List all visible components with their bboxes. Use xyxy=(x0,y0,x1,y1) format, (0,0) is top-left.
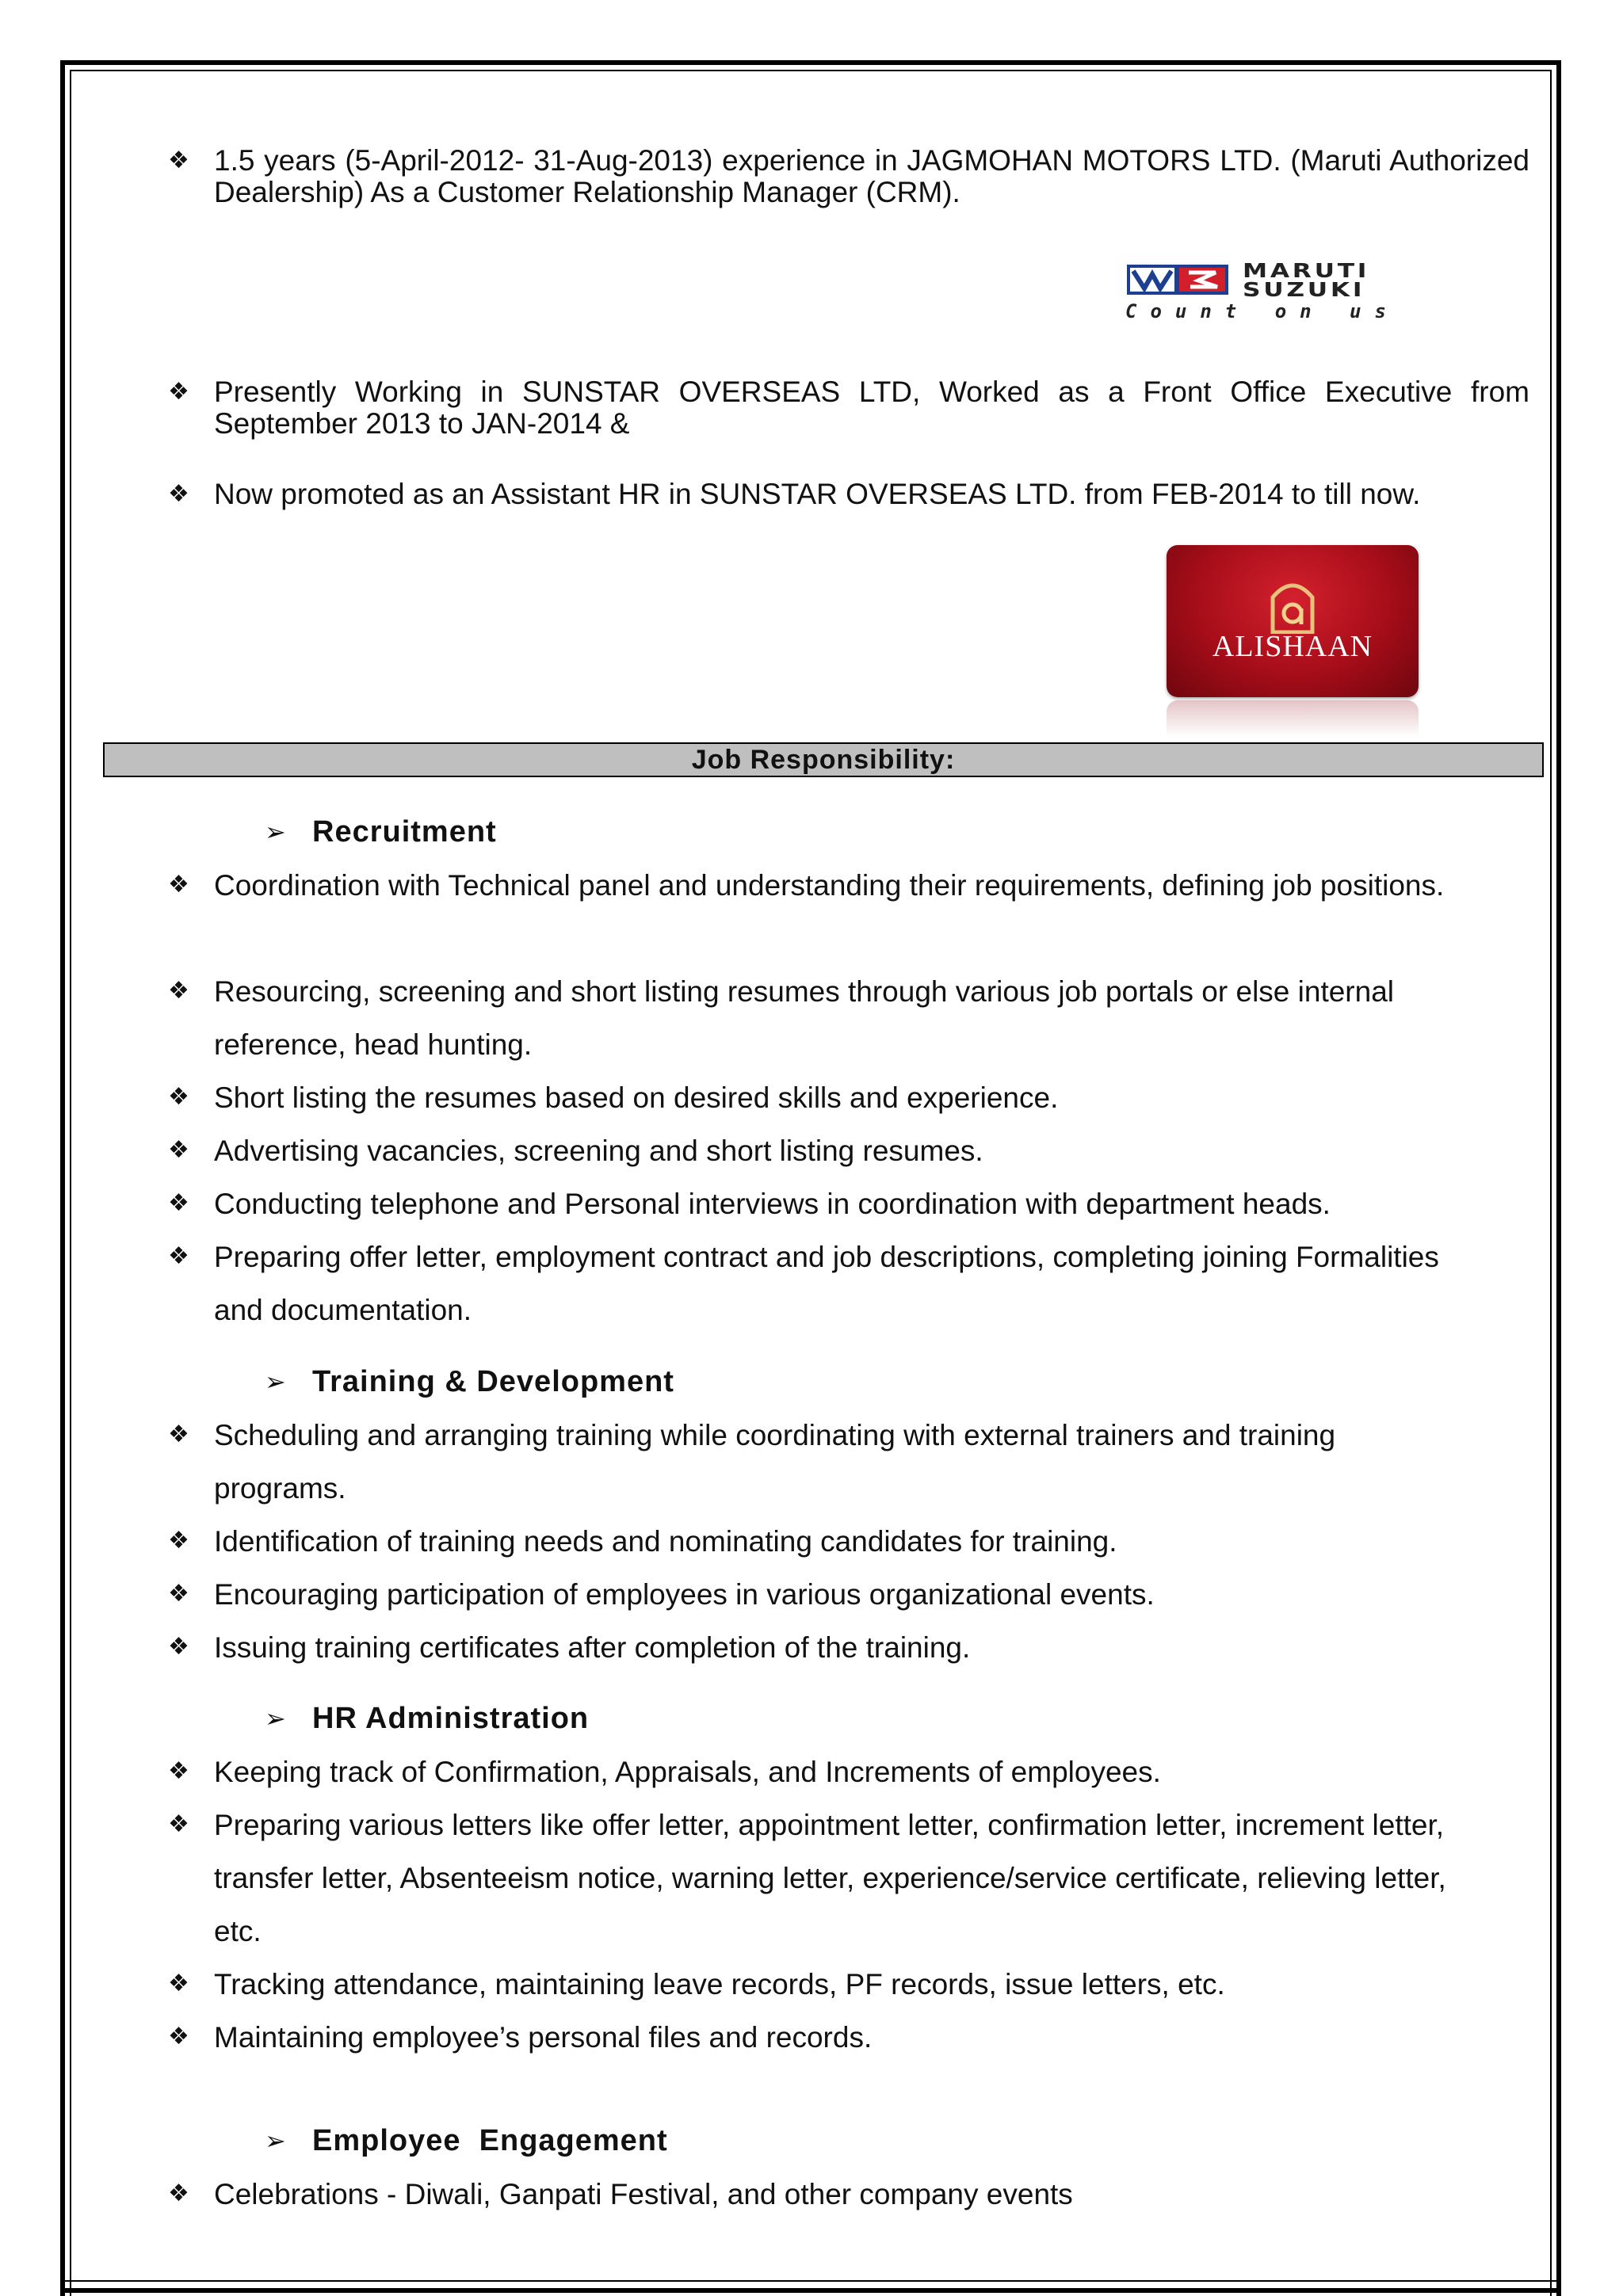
diamond-bullet-icon: ❖ xyxy=(168,1421,189,1448)
hr-administration-item: Tracking attendance, maintaining leave records, PF records, issue letters, etc. xyxy=(214,1968,1225,2000)
diamond-bullet-icon: ❖ xyxy=(168,1242,189,1270)
hr-administration-item: Maintaining employee’s personal files and records. xyxy=(214,2021,873,2054)
diamond-bullet-icon: ❖ xyxy=(168,1083,189,1111)
employee-engagement-item: Celebrations - Diwali, Ganpati Festival, and other company events xyxy=(214,2178,1073,2210)
diamond-bullet-icon: ❖ xyxy=(168,977,189,1005)
alishaan-logo: ALISHAAN xyxy=(1167,545,1419,697)
recruitment-item: Short listing the resumes based on desired skills and experience. xyxy=(214,1081,1059,1114)
arrow-bullet-icon: ➢ xyxy=(265,1703,286,1733)
job-responsibility-header: Job Responsibility: xyxy=(103,742,1544,777)
recruitment-item: Resourcing, screening and short listing resumes through various job portals or else internal reference, head hunting. xyxy=(214,975,1394,1061)
alishaan-emblem-icon xyxy=(1268,577,1317,634)
page-border-bottom-inner xyxy=(60,2280,1561,2282)
employee-engagement-heading: Employee Engagement xyxy=(312,2124,668,2157)
hr-administration-heading: HR Administration xyxy=(312,1702,590,1735)
arrow-bullet-icon: ➢ xyxy=(265,1367,286,1397)
training-heading: Training & Development xyxy=(312,1365,674,1398)
diamond-bullet-icon: ❖ xyxy=(168,147,189,174)
recruitment-item: Coordination with Technical panel and understanding their requirements, defining job positions. xyxy=(214,869,1445,902)
diamond-bullet-icon: ❖ xyxy=(168,1527,189,1554)
diamond-bullet-icon: ❖ xyxy=(168,871,189,898)
training-item: Identification of training needs and nominating candidates for training. xyxy=(214,1525,1117,1558)
diamond-bullet-icon: ❖ xyxy=(168,1810,189,1838)
maruti-suzuki-mark-icon xyxy=(1127,265,1228,295)
arrow-bullet-icon: ➢ xyxy=(265,817,286,847)
diamond-bullet-icon: ❖ xyxy=(168,2180,189,2207)
hr-administration-item: Preparing various letters like offer letter, appointment letter, confirmation letter, increment letter, transfer letter, Absenteeism notice, warning letter, experience/service certificate, relieving letter, etc. xyxy=(214,1809,1446,1947)
recruitment-heading: Recruitment xyxy=(312,815,497,849)
recruitment-item: Advertising vacancies, screening and short listing resumes. xyxy=(214,1135,983,1167)
training-item: Issuing training certificates after completion of the training. xyxy=(214,1631,971,1664)
maruti-suzuki-logo xyxy=(1124,261,1441,320)
experience-item: Presently Working in SUNSTAR OVERSEAS LTD, Worked as a Front Office Executive from September 2013 to JAN-2014 & xyxy=(214,376,1529,440)
recruitment-item: Conducting telephone and Personal interviews in coordination with department heads. xyxy=(214,1188,1331,1220)
training-item: Scheduling and arranging training while coordinating with external trainers and training programs. xyxy=(214,1419,1336,1505)
diamond-bullet-icon: ❖ xyxy=(168,378,189,406)
diamond-bullet-icon: ❖ xyxy=(168,1580,189,1608)
maruti-suzuki-wordmark: MARUTI SUZUKI xyxy=(1243,259,1370,301)
diamond-bullet-icon: ❖ xyxy=(168,1633,189,1661)
hr-administration-item: Keeping track of Confirmation, Appraisals, and Increments of employees. xyxy=(214,1756,1161,1788)
diamond-bullet-icon: ❖ xyxy=(168,2023,189,2050)
arrow-bullet-icon: ➢ xyxy=(265,2126,286,2156)
diamond-bullet-icon: ❖ xyxy=(168,1189,189,1217)
diamond-bullet-icon: ❖ xyxy=(168,1136,189,1164)
recruitment-item: Preparing offer letter, employment contract and job descriptions, completing joining Formalities and documentation. xyxy=(214,1241,1439,1326)
diamond-bullet-icon: ❖ xyxy=(168,480,189,508)
diamond-bullet-icon: ❖ xyxy=(168,1970,189,1997)
diamond-bullet-icon: ❖ xyxy=(168,1757,189,1785)
alishaan-logo-reflection xyxy=(1167,700,1419,737)
page-border-bottom-outer xyxy=(60,2288,1561,2293)
experience-item: 1.5 years (5-April-2012- 31-Aug-2013) experience in JAGMOHAN MOTORS LTD. (Maruti Authorized Dealership) As a Customer Relationship Manager (CRM). xyxy=(214,144,1529,208)
maruti-tagline: Count on us xyxy=(1125,300,1400,322)
experience-item: Now promoted as an Assistant HR in SUNSTAR OVERSEAS LTD. from FEB-2014 to till now. xyxy=(214,478,1421,510)
training-item: Encouraging participation of employees in various organizational events. xyxy=(214,1578,1155,1611)
